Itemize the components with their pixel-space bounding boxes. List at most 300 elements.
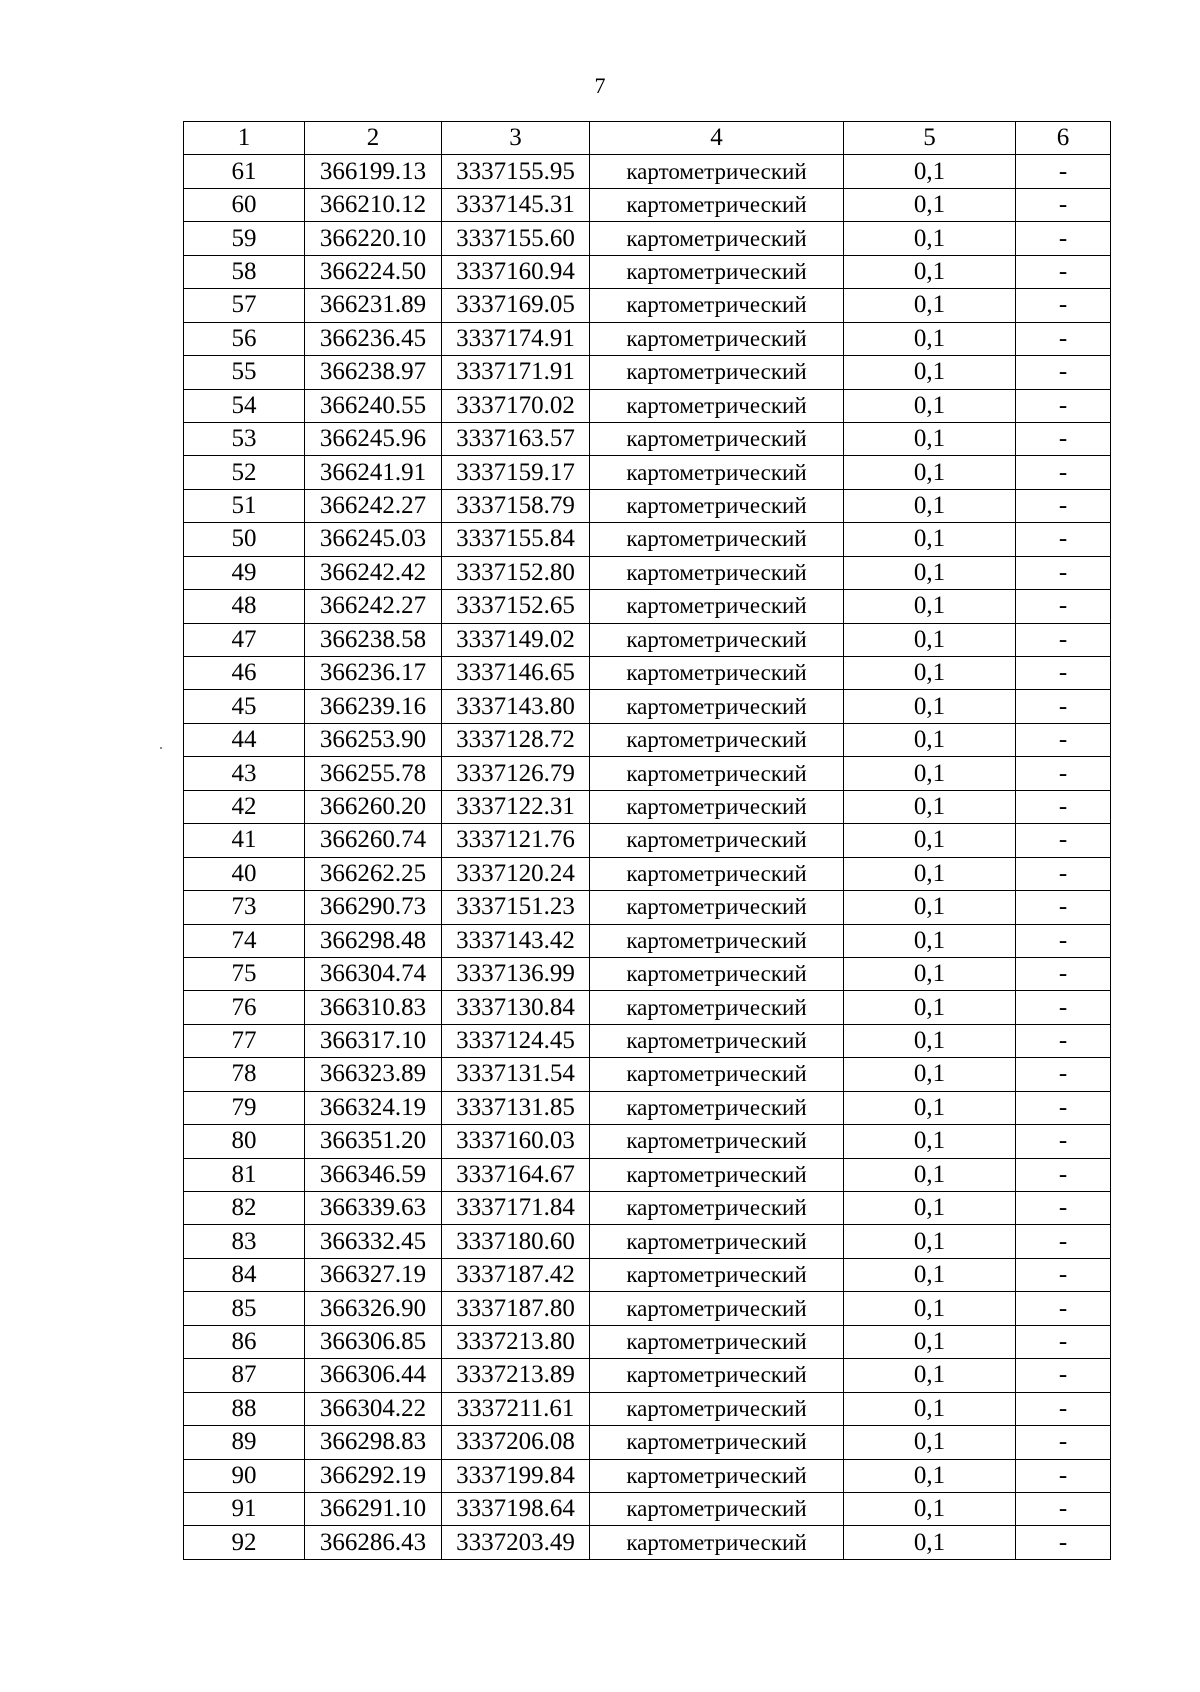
point-number-cell: 83: [184, 1225, 305, 1258]
point-number-cell: 77: [184, 1024, 305, 1057]
x-coordinate-cell: 366242.27: [305, 489, 442, 522]
method-cell: картометрический: [590, 590, 844, 623]
method-cell: картометрический: [590, 1158, 844, 1191]
y-coordinate-cell: 3337163.57: [442, 422, 590, 455]
table-row: [184, 723, 1111, 756]
point-number-cell: 49: [184, 556, 305, 589]
point-number-cell: 75: [184, 957, 305, 990]
description-cell: -: [1016, 222, 1111, 255]
point-number-cell: 42: [184, 790, 305, 823]
accuracy-cell: 0,1: [844, 924, 1016, 957]
accuracy-cell: 0,1: [844, 1158, 1016, 1191]
point-number-cell: 81: [184, 1158, 305, 1191]
table-row: [184, 824, 1111, 857]
y-coordinate-cell: 3337155.95: [442, 155, 590, 188]
description-cell: -: [1016, 456, 1111, 489]
description-cell: -: [1016, 1158, 1111, 1191]
accuracy-cell: 0,1: [844, 623, 1016, 656]
table-row: [184, 790, 1111, 823]
accuracy-cell: 0,1: [844, 556, 1016, 589]
y-coordinate-cell: 3337180.60: [442, 1225, 590, 1258]
point-number-cell: 40: [184, 857, 305, 890]
table-row: [184, 1426, 1111, 1459]
point-number-cell: 91: [184, 1492, 305, 1525]
method-cell: картометрический: [590, 991, 844, 1024]
table-row: [184, 1258, 1111, 1291]
point-number-cell: 43: [184, 757, 305, 790]
y-coordinate-cell: 3337126.79: [442, 757, 590, 790]
method-cell: картометрический: [590, 757, 844, 790]
y-coordinate-cell: 3337171.84: [442, 1192, 590, 1225]
description-cell: -: [1016, 1258, 1111, 1291]
method-cell: картометрический: [590, 924, 844, 957]
x-coordinate-cell: 366317.10: [305, 1024, 442, 1057]
table-row: [184, 1392, 1111, 1425]
y-coordinate-cell: 3337203.49: [442, 1526, 590, 1559]
description-cell: -: [1016, 255, 1111, 288]
x-coordinate-cell: 366298.83: [305, 1426, 442, 1459]
method-cell: картометрический: [590, 1359, 844, 1392]
y-coordinate-cell: 3337198.64: [442, 1492, 590, 1525]
x-coordinate-cell: 366245.96: [305, 422, 442, 455]
x-coordinate-cell: 366339.63: [305, 1192, 442, 1225]
point-number-cell: 58: [184, 255, 305, 288]
coordinates-table: [183, 121, 1111, 1560]
point-number-cell: 89: [184, 1426, 305, 1459]
y-coordinate-cell: 3337171.91: [442, 356, 590, 389]
accuracy-cell: 0,1: [844, 1492, 1016, 1525]
y-coordinate-cell: 3337124.45: [442, 1024, 590, 1057]
x-coordinate-cell: 366242.42: [305, 556, 442, 589]
description-cell: -: [1016, 690, 1111, 723]
point-number-cell: 78: [184, 1058, 305, 1091]
x-coordinate-cell: 366306.44: [305, 1359, 442, 1392]
method-cell: картометрический: [590, 188, 844, 221]
header-cell-6: 6: [1016, 122, 1111, 155]
x-coordinate-cell: 366236.17: [305, 657, 442, 690]
method-cell: картометрический: [590, 523, 844, 556]
table-row: [184, 924, 1111, 957]
description-cell: -: [1016, 1292, 1111, 1325]
description-cell: -: [1016, 322, 1111, 355]
method-cell: картометрический: [590, 1024, 844, 1057]
table-row: [184, 1192, 1111, 1225]
table-row: [184, 623, 1111, 656]
point-number-cell: 92: [184, 1526, 305, 1559]
y-coordinate-cell: 3337143.80: [442, 690, 590, 723]
method-cell: картометрический: [590, 657, 844, 690]
description-cell: -: [1016, 556, 1111, 589]
table-row: [184, 1091, 1111, 1124]
y-coordinate-cell: 3337151.23: [442, 891, 590, 924]
accuracy-cell: 0,1: [844, 255, 1016, 288]
accuracy-cell: 0,1: [844, 356, 1016, 389]
method-cell: картометрический: [590, 1459, 844, 1492]
point-number-cell: 85: [184, 1292, 305, 1325]
point-number-cell: 80: [184, 1125, 305, 1158]
table-row: [184, 556, 1111, 589]
y-coordinate-cell: 3337213.89: [442, 1359, 590, 1392]
x-coordinate-cell: 366346.59: [305, 1158, 442, 1191]
accuracy-cell: 0,1: [844, 456, 1016, 489]
description-cell: -: [1016, 857, 1111, 890]
table-row: [184, 489, 1111, 522]
accuracy-cell: 0,1: [844, 1125, 1016, 1158]
method-cell: картометрический: [590, 356, 844, 389]
point-number-cell: 57: [184, 289, 305, 322]
accuracy-cell: 0,1: [844, 1459, 1016, 1492]
y-coordinate-cell: 3337199.84: [442, 1459, 590, 1492]
table-row: [184, 857, 1111, 890]
method-cell: картометрический: [590, 456, 844, 489]
method-cell: картометрический: [590, 255, 844, 288]
accuracy-cell: 0,1: [844, 991, 1016, 1024]
x-coordinate-cell: 366238.58: [305, 623, 442, 656]
description-cell: -: [1016, 523, 1111, 556]
point-number-cell: 60: [184, 188, 305, 221]
point-number-cell: 74: [184, 924, 305, 957]
x-coordinate-cell: 366326.90: [305, 1292, 442, 1325]
description-cell: -: [1016, 957, 1111, 990]
table-row: [184, 155, 1111, 188]
method-cell: картометрический: [590, 623, 844, 656]
accuracy-cell: 0,1: [844, 690, 1016, 723]
accuracy-cell: 0,1: [844, 523, 1016, 556]
accuracy-cell: 0,1: [844, 389, 1016, 422]
description-cell: -: [1016, 723, 1111, 756]
method-cell: картометрический: [590, 1292, 844, 1325]
table-row: [184, 322, 1111, 355]
method-cell: картометрический: [590, 824, 844, 857]
y-coordinate-cell: 3337149.02: [442, 623, 590, 656]
y-coordinate-cell: 3337169.05: [442, 289, 590, 322]
y-coordinate-cell: 3337155.60: [442, 222, 590, 255]
point-number-cell: 87: [184, 1359, 305, 1392]
method-cell: картометрический: [590, 1325, 844, 1358]
description-cell: -: [1016, 356, 1111, 389]
y-coordinate-cell: 3337131.85: [442, 1091, 590, 1124]
table-row: [184, 957, 1111, 990]
accuracy-cell: 0,1: [844, 1091, 1016, 1124]
description-cell: -: [1016, 824, 1111, 857]
table-row: [184, 1359, 1111, 1392]
table-row: [184, 1225, 1111, 1258]
point-number-cell: 46: [184, 657, 305, 690]
table-row: [184, 456, 1111, 489]
accuracy-cell: 0,1: [844, 289, 1016, 322]
table-row: [184, 1158, 1111, 1191]
method-cell: картометрический: [590, 1091, 844, 1124]
y-coordinate-cell: 3337152.80: [442, 556, 590, 589]
method-cell: картометрический: [590, 1392, 844, 1425]
table-header-row: [184, 122, 1111, 155]
accuracy-cell: 0,1: [844, 790, 1016, 823]
x-coordinate-cell: 366242.27: [305, 590, 442, 623]
x-coordinate-cell: 366292.19: [305, 1459, 442, 1492]
table-row: [184, 389, 1111, 422]
point-number-cell: 52: [184, 456, 305, 489]
y-coordinate-cell: 3337128.72: [442, 723, 590, 756]
point-number-cell: 45: [184, 690, 305, 723]
description-cell: -: [1016, 1091, 1111, 1124]
header-cell-3: 3: [442, 122, 590, 155]
method-cell: картометрический: [590, 556, 844, 589]
accuracy-cell: 0,1: [844, 422, 1016, 455]
point-number-cell: 90: [184, 1459, 305, 1492]
table-row: [184, 891, 1111, 924]
x-coordinate-cell: 366327.19: [305, 1258, 442, 1291]
table-row: [184, 222, 1111, 255]
method-cell: картометрический: [590, 790, 844, 823]
x-coordinate-cell: 366324.19: [305, 1091, 442, 1124]
x-coordinate-cell: 366286.43: [305, 1526, 442, 1559]
x-coordinate-cell: 366290.73: [305, 891, 442, 924]
x-coordinate-cell: 366310.83: [305, 991, 442, 1024]
page-number: 7: [594, 73, 606, 98]
table-row: [184, 690, 1111, 723]
x-coordinate-cell: 366245.03: [305, 523, 442, 556]
description-cell: -: [1016, 1225, 1111, 1258]
table-row: [184, 422, 1111, 455]
description-cell: -: [1016, 1459, 1111, 1492]
accuracy-cell: 0,1: [844, 891, 1016, 924]
table-row: [184, 590, 1111, 623]
point-number-cell: 61: [184, 155, 305, 188]
x-coordinate-cell: 366304.22: [305, 1392, 442, 1425]
description-cell: -: [1016, 1024, 1111, 1057]
method-cell: картометрический: [590, 155, 844, 188]
point-number-cell: 50: [184, 523, 305, 556]
method-cell: картометрический: [590, 1492, 844, 1525]
header-cell-5: 5: [844, 122, 1016, 155]
description-cell: -: [1016, 1492, 1111, 1525]
method-cell: картометрический: [590, 1125, 844, 1158]
accuracy-cell: 0,1: [844, 1292, 1016, 1325]
description-cell: -: [1016, 1058, 1111, 1091]
accuracy-cell: 0,1: [844, 1225, 1016, 1258]
accuracy-cell: 0,1: [844, 222, 1016, 255]
x-coordinate-cell: 366304.74: [305, 957, 442, 990]
point-number-cell: 48: [184, 590, 305, 623]
accuracy-cell: 0,1: [844, 155, 1016, 188]
point-number-cell: 59: [184, 222, 305, 255]
description-cell: -: [1016, 489, 1111, 522]
method-cell: картометрический: [590, 1058, 844, 1091]
x-coordinate-cell: 366332.45: [305, 1225, 442, 1258]
method-cell: картометрический: [590, 222, 844, 255]
x-coordinate-cell: 366253.90: [305, 723, 442, 756]
accuracy-cell: 0,1: [844, 1426, 1016, 1459]
method-cell: картометрический: [590, 1258, 844, 1291]
method-cell: картометрический: [590, 489, 844, 522]
method-cell: картометрический: [590, 289, 844, 322]
table-row: [184, 1058, 1111, 1091]
table-row: [184, 1024, 1111, 1057]
table-row: [184, 1459, 1111, 1492]
header-cell-2: 2: [305, 122, 442, 155]
table-row: [184, 289, 1111, 322]
description-cell: -: [1016, 623, 1111, 656]
table-row: [184, 523, 1111, 556]
table-row: [184, 757, 1111, 790]
description-cell: -: [1016, 1125, 1111, 1158]
table-row: [184, 1526, 1111, 1559]
description-cell: -: [1016, 1325, 1111, 1358]
y-coordinate-cell: 3337120.24: [442, 857, 590, 890]
accuracy-cell: 0,1: [844, 1359, 1016, 1392]
table-row: [184, 1492, 1111, 1525]
method-cell: картометрический: [590, 891, 844, 924]
point-number-cell: 56: [184, 322, 305, 355]
x-coordinate-cell: 366260.20: [305, 790, 442, 823]
table-row: [184, 1325, 1111, 1358]
point-number-cell: 79: [184, 1091, 305, 1124]
point-number-cell: 55: [184, 356, 305, 389]
table-row: [184, 1125, 1111, 1158]
method-cell: картометрический: [590, 322, 844, 355]
accuracy-cell: 0,1: [844, 1058, 1016, 1091]
method-cell: картометрический: [590, 1426, 844, 1459]
description-cell: -: [1016, 790, 1111, 823]
y-coordinate-cell: 3337145.31: [442, 188, 590, 221]
header-cell-1: 1: [184, 122, 305, 155]
y-coordinate-cell: 3337213.80: [442, 1325, 590, 1358]
point-number-cell: 86: [184, 1325, 305, 1358]
x-coordinate-cell: 366224.50: [305, 255, 442, 288]
description-cell: -: [1016, 1392, 1111, 1425]
accuracy-cell: 0,1: [844, 1258, 1016, 1291]
x-coordinate-cell: 366262.25: [305, 857, 442, 890]
x-coordinate-cell: 366306.85: [305, 1325, 442, 1358]
description-cell: -: [1016, 1526, 1111, 1559]
x-coordinate-cell: 366238.97: [305, 356, 442, 389]
y-coordinate-cell: 3337159.17: [442, 456, 590, 489]
description-cell: -: [1016, 289, 1111, 322]
accuracy-cell: 0,1: [844, 824, 1016, 857]
x-coordinate-cell: 366210.12: [305, 188, 442, 221]
point-number-cell: 53: [184, 422, 305, 455]
x-coordinate-cell: 366351.20: [305, 1125, 442, 1158]
accuracy-cell: 0,1: [844, 188, 1016, 221]
description-cell: -: [1016, 924, 1111, 957]
method-cell: картометрический: [590, 422, 844, 455]
description-cell: -: [1016, 657, 1111, 690]
method-cell: картометрический: [590, 690, 844, 723]
description-cell: -: [1016, 991, 1111, 1024]
accuracy-cell: 0,1: [844, 322, 1016, 355]
x-coordinate-cell: 366260.74: [305, 824, 442, 857]
method-cell: картометрический: [590, 957, 844, 990]
point-number-cell: 47: [184, 623, 305, 656]
accuracy-cell: 0,1: [844, 957, 1016, 990]
accuracy-cell: 0,1: [844, 1325, 1016, 1358]
table-row: [184, 1292, 1111, 1325]
y-coordinate-cell: 3337211.61: [442, 1392, 590, 1425]
point-number-cell: 44: [184, 723, 305, 756]
point-number-cell: 41: [184, 824, 305, 857]
y-coordinate-cell: 3337121.76: [442, 824, 590, 857]
x-coordinate-cell: 366220.10: [305, 222, 442, 255]
accuracy-cell: 0,1: [844, 1392, 1016, 1425]
description-cell: -: [1016, 1426, 1111, 1459]
description-cell: -: [1016, 1359, 1111, 1392]
description-cell: -: [1016, 757, 1111, 790]
accuracy-cell: 0,1: [844, 657, 1016, 690]
accuracy-cell: 0,1: [844, 489, 1016, 522]
y-coordinate-cell: 3337164.67: [442, 1158, 590, 1191]
table-row: [184, 991, 1111, 1024]
description-cell: -: [1016, 590, 1111, 623]
y-coordinate-cell: 3337170.02: [442, 389, 590, 422]
method-cell: картометрический: [590, 857, 844, 890]
method-cell: картометрический: [590, 723, 844, 756]
description-cell: -: [1016, 891, 1111, 924]
y-coordinate-cell: 3337158.79: [442, 489, 590, 522]
description-cell: -: [1016, 1192, 1111, 1225]
y-coordinate-cell: 3337136.99: [442, 957, 590, 990]
table-row: [184, 657, 1111, 690]
y-coordinate-cell: 3337131.54: [442, 1058, 590, 1091]
x-coordinate-cell: 366255.78: [305, 757, 442, 790]
description-cell: -: [1016, 188, 1111, 221]
point-number-cell: 54: [184, 389, 305, 422]
header-cell-4: 4: [590, 122, 844, 155]
x-coordinate-cell: 366298.48: [305, 924, 442, 957]
y-coordinate-cell: 3337160.03: [442, 1125, 590, 1158]
table-row: [184, 188, 1111, 221]
method-cell: картометрический: [590, 1225, 844, 1258]
description-cell: -: [1016, 422, 1111, 455]
point-number-cell: 82: [184, 1192, 305, 1225]
point-number-cell: 51: [184, 489, 305, 522]
table-row: [184, 356, 1111, 389]
description-cell: -: [1016, 389, 1111, 422]
accuracy-cell: 0,1: [844, 1024, 1016, 1057]
x-coordinate-cell: 366231.89: [305, 289, 442, 322]
point-number-cell: 73: [184, 891, 305, 924]
point-number-cell: 88: [184, 1392, 305, 1425]
x-coordinate-cell: 366240.55: [305, 389, 442, 422]
accuracy-cell: 0,1: [844, 590, 1016, 623]
x-coordinate-cell: 366236.45: [305, 322, 442, 355]
y-coordinate-cell: 3337152.65: [442, 590, 590, 623]
accuracy-cell: 0,1: [844, 1192, 1016, 1225]
x-coordinate-cell: 366323.89: [305, 1058, 442, 1091]
y-coordinate-cell: 3337206.08: [442, 1426, 590, 1459]
y-coordinate-cell: 3337187.80: [442, 1292, 590, 1325]
method-cell: картометрический: [590, 389, 844, 422]
y-coordinate-cell: 3337187.42: [442, 1258, 590, 1291]
scan-speck: [160, 747, 162, 749]
table-row: [184, 255, 1111, 288]
y-coordinate-cell: 3337130.84: [442, 991, 590, 1024]
x-coordinate-cell: 366239.16: [305, 690, 442, 723]
method-cell: картометрический: [590, 1526, 844, 1559]
y-coordinate-cell: 3337155.84: [442, 523, 590, 556]
coordinates-table-body: [184, 122, 1111, 1560]
point-number-cell: 76: [184, 991, 305, 1024]
accuracy-cell: 0,1: [844, 757, 1016, 790]
y-coordinate-cell: 3337160.94: [442, 255, 590, 288]
description-cell: -: [1016, 155, 1111, 188]
x-coordinate-cell: 366241.91: [305, 456, 442, 489]
method-cell: картометрический: [590, 1192, 844, 1225]
y-coordinate-cell: 3337146.65: [442, 657, 590, 690]
y-coordinate-cell: 3337122.31: [442, 790, 590, 823]
y-coordinate-cell: 3337174.91: [442, 322, 590, 355]
accuracy-cell: 0,1: [844, 1526, 1016, 1559]
accuracy-cell: 0,1: [844, 857, 1016, 890]
